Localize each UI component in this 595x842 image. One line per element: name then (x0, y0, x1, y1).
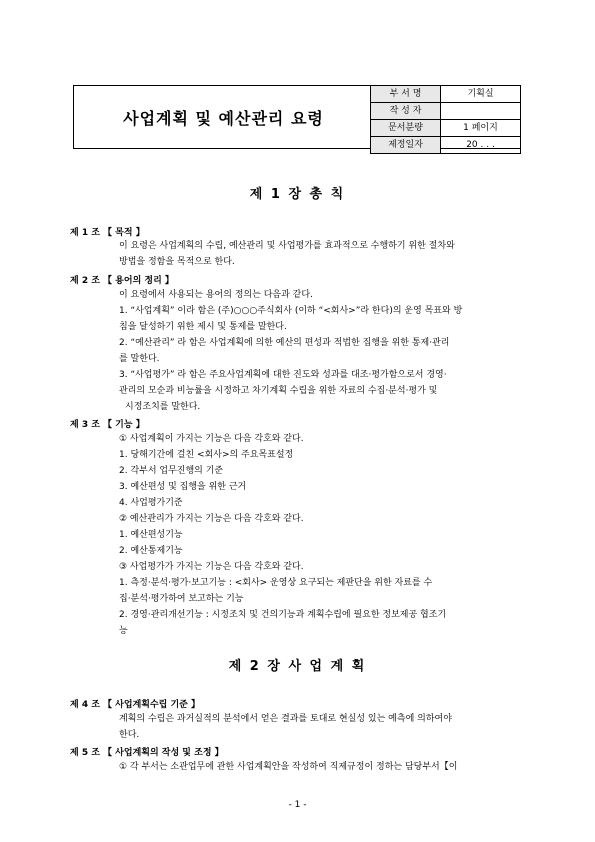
article-3-line: ① 사업계획이 가지는 기능은 다음 각호와 같다. (119, 434, 304, 444)
page-number: - 1 - (288, 800, 307, 810)
article-2-line: 시정조치를 말한다. (125, 402, 201, 412)
article-3-line: 집·분석·평가하여 보고하는 기능 (119, 594, 244, 604)
article-1-line: 이 요령은 사업계획의 수립, 예산관리 및 사업평가를 효과적으로 수행하기 위한 절차와 (119, 241, 455, 251)
article-1-title: 제 1 조 【 목적 】 (70, 228, 145, 238)
article-5-title: 제 5 조 【 사업계획의 작성 및 조정 】 (70, 748, 224, 758)
meta-key: 문서분량 (371, 120, 441, 137)
meta-row (371, 86, 521, 103)
article-3-title: 제 3 조 【 기능 】 (70, 420, 145, 430)
article-2-line: 3. “사업평가” 라 함은 주요사업계획에 대한 진도와 성과를 대조·평가함으로서 경영· (119, 370, 447, 380)
article-3-line: 2. 각부서 업무진행의 기준 (119, 466, 224, 476)
article-3-line: 1. 예산편성기능 (119, 530, 183, 540)
article-2-line: 를 말한다. (119, 354, 160, 364)
article-4-title: 제 4 조 【 사업계획수립 기준 】 (70, 700, 201, 710)
meta-key: 부 서 명 (371, 86, 441, 103)
meta-value (441, 103, 521, 120)
meta-row (371, 120, 521, 137)
article-3-line: 2. 예산통제기능 (119, 546, 183, 556)
article-3-line: 2. 경영·관리개선기능 : 시정조치 및 건의기능과 계획수립에 필요한 정보제공 협조기 (119, 610, 447, 620)
article-3-line: 1. 측정·분석·평가·보고기능 : <회사> 운영상 요구되는 제판단을 위한 자료를 수 (119, 578, 433, 588)
article-3-line: 4. 사업평가기준 (119, 498, 183, 508)
meta-value: 20 . . . (441, 137, 521, 154)
article-3-line: 1. 당해기간에 걸친 <회사>의 주요목표설정 (119, 450, 294, 460)
meta-value: 1 페이지 (441, 120, 521, 137)
chapter-1-heading: 제 1 장 총 칙 (249, 187, 346, 202)
chapter-2-heading: 제 2 장 사 업 계 획 (228, 659, 367, 674)
article-2-title: 제 2 조 【 용어의 정리 】 (70, 276, 174, 286)
meta-row (371, 103, 521, 120)
article-2-line: 관리의 모순과 비능률을 시정하고 차기계획 수립을 위한 자료의 수집·분석·평가 및 (119, 386, 438, 396)
article-3-line: 3. 예산편성 및 집행을 위한 근거 (119, 482, 247, 492)
article-4-line: 한다. (119, 730, 140, 740)
article-3-line: ② 예산관리가 가지는 기능은 다음 각호와 같다. (119, 514, 304, 524)
meta-row (371, 137, 521, 154)
article-2-line: 2. “예산관리” 라 함은 사업계획에 의한 예산의 편성과 적법한 집행을 위한 통제·관리 (119, 338, 450, 348)
document-meta-table (370, 85, 521, 154)
meta-key: 작 성 자 (371, 103, 441, 120)
article-5-line: ① 각 부서는 소관업무에 관한 사업계획안을 작성하여 직제규정이 정하는 담당부서【이 (119, 762, 458, 772)
article-2-line: 이 요령에서 사용되는 용어의 정의는 다음과 같다. (119, 290, 313, 300)
article-1-line: 방법을 정함을 목적으로 한다. (119, 257, 235, 267)
meta-value: 기획실 (441, 86, 521, 103)
meta-key: 제정일자 (371, 137, 441, 154)
article-3-line: 능 (119, 626, 128, 636)
article-3-line: ③ 사업평가가 가지는 기능은 다음 각호와 같다. (119, 562, 304, 572)
article-4-line: 계획의 수립은 과거실적의 분석에서 얻은 결과를 토대로 현실성 있는 예측에 의하여야 (119, 714, 452, 724)
article-2-line: 침을 달성하기 위한 제시 및 통제를 말한다. (119, 322, 287, 332)
document-title: 사업계획 및 예산관리 요령 (123, 108, 324, 128)
article-2-line: 1. “사업계획” 이라 함은 (주)○○○주식회사 (이하 “<회사>”라 한다)의 운영 목표와 방 (119, 306, 463, 316)
